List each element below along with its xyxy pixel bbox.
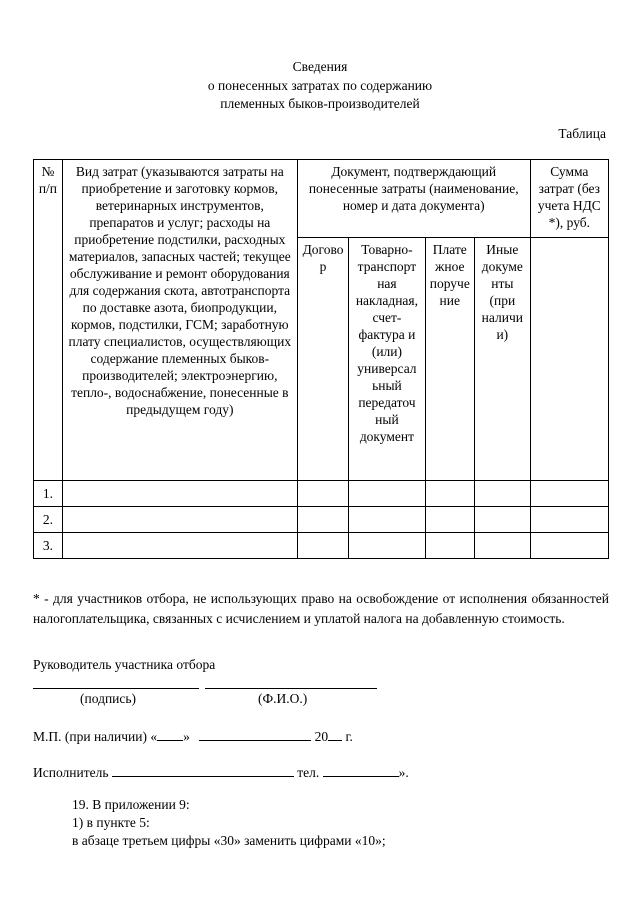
cell-other <box>475 507 531 533</box>
title-line-2: о понесенных затратах по содержанию <box>207 77 433 93</box>
cell-payment <box>425 507 474 533</box>
cell-cost-type <box>62 507 297 533</box>
header-doc-other: Иные докуме нты (при наличи и) <box>475 238 531 481</box>
header-doc-waybill: Товарно-транспорт ная накладная, счет-фактура и (или) универсал ьный передаточ ный документ <box>349 238 425 481</box>
signature-line <box>33 688 199 689</box>
phone-suffix: ». <box>398 765 409 780</box>
cell-other <box>475 481 531 507</box>
title-line-3: племенных быков-производителей <box>220 96 420 111</box>
table-row <box>34 481 609 507</box>
executor-label: Исполнитель <box>33 765 109 780</box>
cell-sum <box>530 481 608 507</box>
row-number: 1. <box>34 481 63 507</box>
amendment-sub: 1) в пункте 5: <box>72 815 150 830</box>
year-blank <box>328 727 342 741</box>
cell-cost-type <box>62 533 297 559</box>
header-doc-payment: Плате жное поруче ние <box>425 238 474 481</box>
header-doc-contract: Догово р <box>297 238 349 481</box>
phone-label: тел. <box>297 765 320 780</box>
header-sum: Сумма затрат (без учета НДС *), руб. <box>530 160 608 238</box>
header-sum-empty <box>530 238 608 481</box>
table-row <box>34 507 609 533</box>
header-document: Документ, подтверждающий понесенные затраты (наименование, номер и дата документа) <box>297 160 530 238</box>
signature-caption: (подпись) <box>80 691 137 706</box>
name-line <box>205 688 377 689</box>
cell-other <box>475 533 531 559</box>
cell-payment <box>425 533 474 559</box>
cell-waybill <box>349 533 425 559</box>
cell-payment <box>425 481 474 507</box>
title-line-1: Сведения <box>292 59 348 74</box>
table-caption: Таблица <box>558 126 606 141</box>
year-suffix: г. <box>345 729 353 744</box>
document-title <box>0 58 640 114</box>
header-cost-type: Вид затрат (указываются затраты на приобретение и заготовку кормов, ветеринарных инструментов, препаратов и услуг; расходы на приобретение подстилки, расходных материалов, запасных частей; текущее обслуживание и ремонт оборудования для содержания скота, автотранспорта по доставке азота, биопродукции, кормов, подстилки, ГСМ; заработную плату специалистов, осуществляющих содержание племенных быков-производителей; электроэнергию, тепло-, водоснабжение, понесенные в предыдущем году) <box>62 160 297 481</box>
stamp-quote-close: » <box>183 729 190 744</box>
vat-footnote: * - для участников отбора, не использующих право на освобождение от исполнения обязанностей налогоплательщика, связанных с исчислением и уплатой налога на добавленную стоимость. <box>33 591 609 626</box>
row-number: 3. <box>34 533 63 559</box>
day-blank <box>157 727 183 741</box>
name-caption: (Ф.И.О.) <box>258 691 308 706</box>
head-label: Руководитель участника отбора <box>33 657 216 672</box>
cell-waybill <box>349 481 425 507</box>
row-number: 2. <box>34 507 63 533</box>
cell-contract <box>297 533 349 559</box>
cell-sum <box>530 507 608 533</box>
cell-contract <box>297 481 349 507</box>
amendment-text: в абзаце третьем цифры «30» заменить цифрами «10»; <box>72 833 386 848</box>
amendment-item: 19. В приложении 9: <box>72 797 190 812</box>
header-num: № п/п <box>34 160 63 481</box>
costs-table <box>33 159 609 559</box>
cell-cost-type <box>62 481 297 507</box>
cell-sum <box>530 533 608 559</box>
table-row <box>34 533 609 559</box>
year-prefix: 20 <box>314 729 329 744</box>
month-blank <box>199 727 311 741</box>
cell-contract <box>297 507 349 533</box>
stamp-prefix: М.П. (при наличии) « <box>33 729 158 744</box>
phone-blank <box>323 763 399 777</box>
stamp-date-line <box>33 727 353 745</box>
executor-blank <box>112 763 294 777</box>
executor-line <box>33 763 409 781</box>
cell-waybill <box>349 507 425 533</box>
